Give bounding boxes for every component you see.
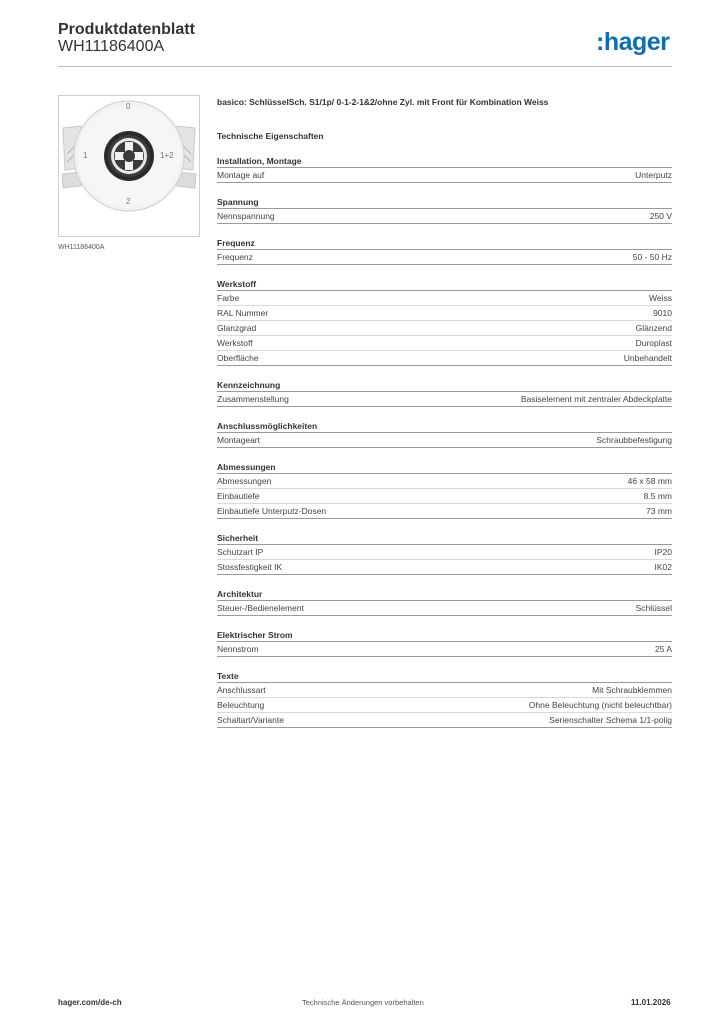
spec-label: Montageart [217, 435, 260, 445]
spec-row [217, 209, 672, 224]
spec-value: IK02 [654, 562, 672, 572]
spec-section [217, 237, 672, 265]
header-divider [58, 66, 672, 67]
spec-row [217, 291, 672, 306]
footer-website: hager.com/de-ch [58, 998, 122, 1007]
spec-row [217, 336, 672, 351]
dial-label-left: 1 [83, 151, 88, 160]
spec-value: Unterputz [635, 170, 672, 180]
spec-row [217, 474, 672, 489]
spec-label: Schutzart IP [217, 547, 264, 557]
spec-value: 46 x 58 mm [627, 476, 672, 486]
dial-label-right: 1+2 [160, 151, 174, 160]
spec-label: Glanzgrad [217, 323, 257, 333]
spec-section [217, 670, 672, 728]
spec-label: Schaltart/Variante [217, 715, 284, 725]
spec-label: Einbautiefe [217, 491, 260, 501]
spec-section [217, 196, 672, 224]
spec-value: Weiss [649, 293, 672, 303]
spec-label: Abmessungen [217, 476, 272, 486]
key-switch-illustration [59, 96, 199, 236]
spec-label: Anschlussart [217, 685, 266, 695]
spec-label: Montage auf [217, 170, 265, 180]
spec-value: 8.5 mm [643, 491, 672, 501]
spec-row [217, 306, 672, 321]
image-caption: WH11186400A [58, 244, 105, 251]
spec-label: Beleuchtung [217, 700, 265, 710]
spec-row [217, 601, 672, 616]
hager-logo: :hager [596, 28, 670, 56]
spec-label: Zusammenstellung [217, 394, 289, 404]
spec-section [217, 629, 672, 657]
section-title: Spannung [217, 196, 672, 209]
spec-label: Einbautiefe Unterputz-Dosen [217, 506, 327, 516]
section-title: Elektrischer Strom [217, 629, 672, 642]
spec-value: Mit Schraubklemmen [592, 685, 672, 695]
spec-value: Schlüssel [635, 603, 672, 613]
document-title: Produktdatenblatt [58, 21, 195, 38]
spec-value: 50 - 50 Hz [632, 252, 672, 262]
spec-value: 73 mm [646, 506, 672, 516]
spec-row [217, 560, 672, 575]
spec-row [217, 351, 672, 366]
spec-label: Frequenz [217, 252, 253, 262]
spec-row [217, 168, 672, 183]
tech-heading: Technische Eigenschaften [217, 131, 324, 141]
spec-row [217, 504, 672, 519]
spec-label: Stossfestigkeit IK [217, 562, 283, 572]
spec-value: Schraubbefestigung [596, 435, 672, 445]
spec-label: Nennspannung [217, 211, 275, 221]
footer-date: 11.01.2026 [631, 998, 671, 1007]
product-description: basico: SchlüsselSch. S1/1p/ 0-1-2-1&2/ohne Zyl. mit Front für Kombination Weiss [217, 97, 549, 107]
section-title: Anschlussmöglichkeiten [217, 420, 672, 433]
spec-section [217, 588, 672, 616]
spec-value: Serienschalter Schema 1/1-polig [549, 715, 672, 725]
spec-section [217, 420, 672, 448]
dial-label-top: 0 [126, 102, 131, 111]
section-title: Werkstoff [217, 278, 672, 291]
spec-label: Nennstrom [217, 644, 259, 654]
spec-section [217, 155, 672, 183]
spec-value: IP20 [654, 547, 672, 557]
spec-section [217, 278, 672, 366]
spec-label: Farbe [217, 293, 240, 303]
spec-value: 250 V [649, 211, 672, 221]
spec-content [217, 96, 672, 728]
section-title: Kennzeichnung [217, 379, 672, 392]
section-title: Sicherheit [217, 532, 672, 545]
product-code: WH11186400A [58, 38, 165, 55]
spec-value: 9010 [653, 308, 672, 318]
dial-label-bottom: 2 [126, 197, 131, 206]
spec-row [217, 321, 672, 336]
spec-value: Ohne Beleuchtung (nicht beleuchtbar) [528, 700, 672, 710]
spec-row [217, 642, 672, 657]
spec-label: Werkstoff [217, 338, 253, 348]
section-title: Texte [217, 670, 672, 683]
spec-label: Steuer-/Bedienelement [217, 603, 304, 613]
spec-label: RAL Nummer [217, 308, 269, 318]
spec-row [217, 545, 672, 560]
footer-notice: Technische Änderungen vorbehalten [302, 998, 424, 1007]
section-title: Frequenz [217, 237, 672, 250]
section-title: Architektur [217, 588, 672, 601]
section-title: Abmessungen [217, 461, 672, 474]
spec-sections [217, 155, 672, 728]
spec-value: Basiselement mit zentraler Abdeckplatte [520, 394, 672, 404]
section-title: Installation, Montage [217, 155, 672, 168]
product-image [58, 95, 200, 237]
spec-row [217, 683, 672, 698]
spec-value: Glänzend [635, 323, 672, 333]
spec-row [217, 713, 672, 728]
spec-section [217, 379, 672, 407]
spec-row [217, 433, 672, 448]
spec-value: 25 A [654, 644, 672, 654]
spec-value: Duroplast [635, 338, 672, 348]
spec-row [217, 250, 672, 265]
spec-row [217, 698, 672, 713]
spec-section [217, 461, 672, 519]
spec-label: Oberfläche [217, 353, 259, 363]
spec-section [217, 532, 672, 575]
spec-row [217, 489, 672, 504]
spec-row [217, 392, 672, 407]
spec-value: Unbehandelt [623, 353, 672, 363]
